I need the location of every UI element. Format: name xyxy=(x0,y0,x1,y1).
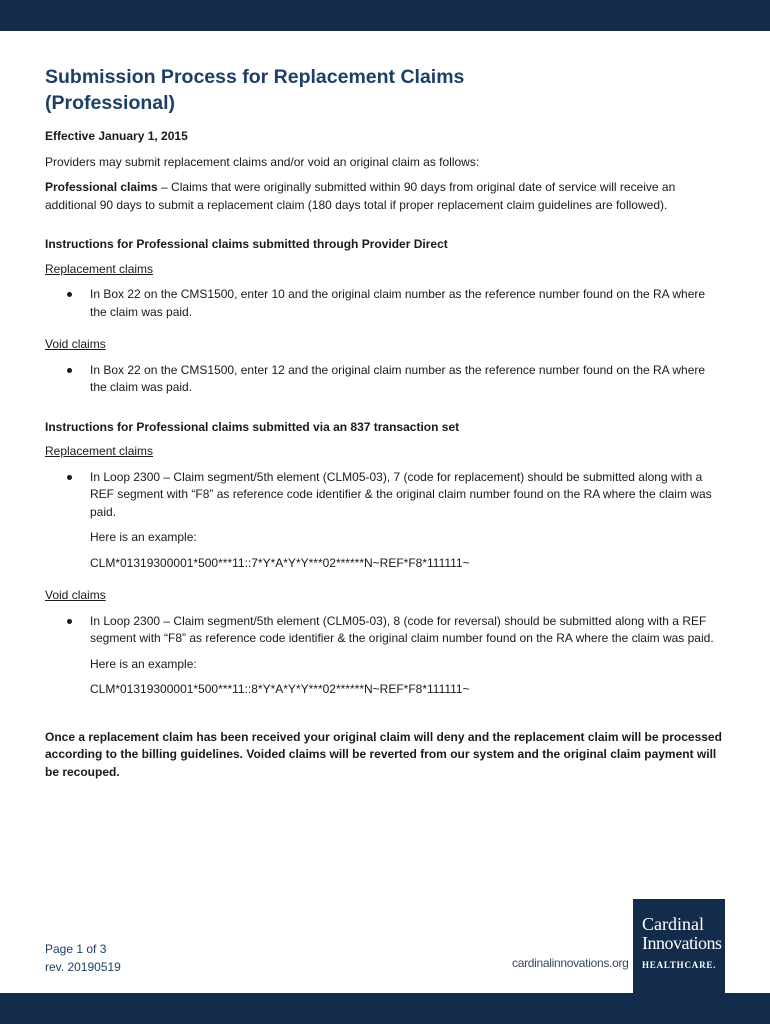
header-bar xyxy=(0,0,770,31)
footer-page-info xyxy=(45,940,121,976)
page-number: Page 1 of 3 xyxy=(45,942,107,956)
professional-claims-label: Professional claims xyxy=(45,180,158,194)
logo-line-3: HEALTHCARE. xyxy=(642,960,717,970)
footer-bar xyxy=(0,993,770,1024)
bullet-icon xyxy=(67,475,72,480)
bullet-icon xyxy=(67,292,72,297)
section2-replacement-label: Replacement claims xyxy=(45,444,154,458)
cardinal-innovations-logo xyxy=(633,899,725,993)
bullet-icon xyxy=(67,619,72,624)
section2-void-bullet: In Loop 2300 – Claim segment/5th element (CLM05-03), 8 (code for reversal) should be submitted along with a REF segment with “F8” as reference code identifier & the original claim number found on the RA where the claim was paid. xyxy=(90,613,714,645)
page-title xyxy=(45,64,725,116)
intro-text: Providers may submit replacement claims and/or void an original claim as follows: xyxy=(45,154,480,169)
section1-void-bullet: In Box 22 on the CMS1500, enter 12 and the original claim number as the reference number found on the RA where the claim was paid. xyxy=(90,362,706,394)
list-item xyxy=(45,613,725,648)
title-line-1: Submission Process for Replacement Claims xyxy=(45,66,465,88)
section2-void-example-label: Here is an example: xyxy=(90,656,197,671)
list-item xyxy=(45,286,725,321)
closing-paragraph: Once a replacement claim has been received your original claim will deny and the replacement claim will be processed according to the billing guidelines. Voided claims will be reverted from our system and the original claim payment will be recouped. xyxy=(45,729,722,779)
section2-replacement-bullet: In Loop 2300 – Claim segment/5th element (CLM05-03), 7 (code for replacement) should be submitted along with a REF segment with “F8” as reference code identifier & the original claim number found on the RA where the claim was paid. xyxy=(90,469,712,519)
section2-void-label: Void claims xyxy=(45,588,106,602)
title-line-2: (Professional) xyxy=(45,92,176,114)
footer-url: cardinalinnovations.org xyxy=(512,956,629,970)
section1-replacement-label: Replacement claims xyxy=(45,261,154,276)
section1-void-label: Void claims xyxy=(45,337,106,351)
professional-claims-text: – Claims that were originally submitted within 90 days from original date of service will receive an additional 90 days to submit a replacement claim (180 days total if proper replacement claim guidelines are followed). xyxy=(45,180,676,212)
section1-replacement-bullet: In Box 22 on the CMS1500, enter 10 and the original claim number as the reference number found on the RA where the claim was paid. xyxy=(90,287,706,319)
list-item xyxy=(45,362,725,397)
logo-line-2: Innovations xyxy=(642,933,722,953)
section2-replacement-example-label: Here is an example: xyxy=(90,530,197,544)
bullet-icon xyxy=(67,368,72,373)
list-item xyxy=(45,469,725,522)
revision-label: rev. 20190519 xyxy=(45,960,121,974)
section2-void-example: CLM*01319300001*500***11::8*Y*A*Y*Y***02******N~REF*F8*111111~ xyxy=(90,682,470,696)
section2-replacement-example: CLM*01319300001*500***11::7*Y*A*Y*Y***02******N~REF*F8*111111~ xyxy=(90,555,470,570)
professional-claims-paragraph xyxy=(45,179,725,214)
section1-heading: Instructions for Professional claims submitted through Provider Direct xyxy=(45,237,448,251)
section2-heading: Instructions for Professional claims submitted via an 837 transaction set xyxy=(45,419,460,434)
logo-line-1: Cardinal xyxy=(642,914,704,934)
document-body xyxy=(45,64,725,781)
effective-date: Effective January 1, 2015 xyxy=(45,129,188,143)
